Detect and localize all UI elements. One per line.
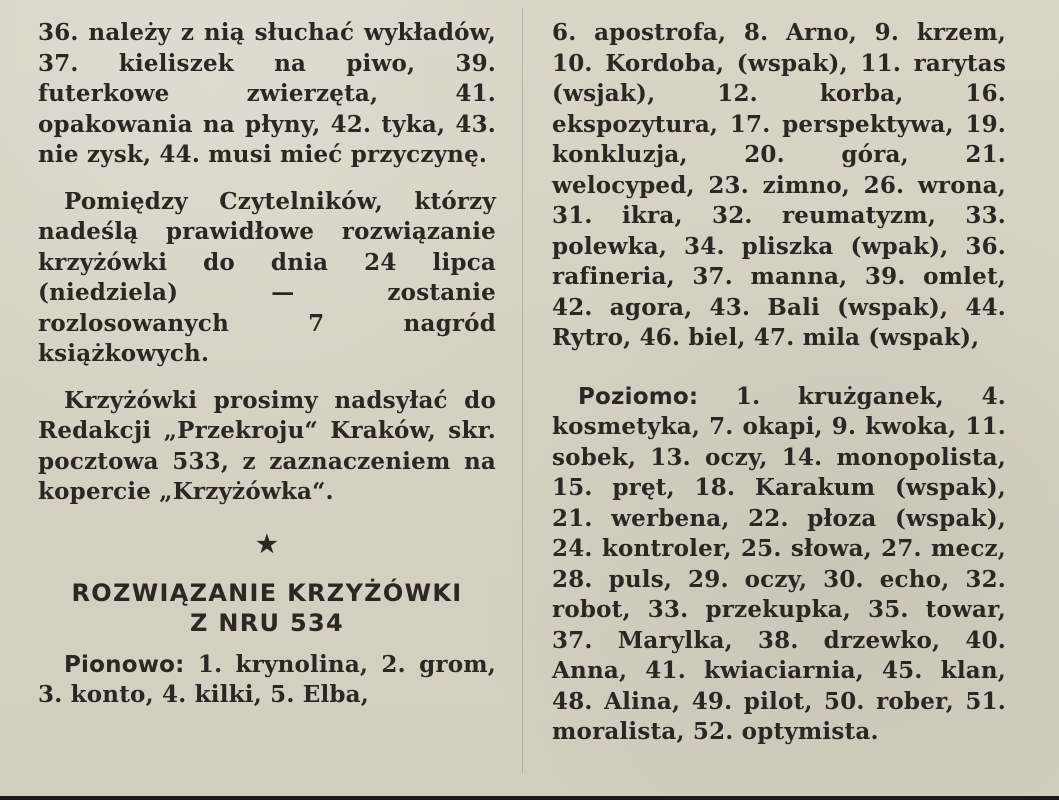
solution-heading-line-2: Z NRU 534: [190, 608, 344, 637]
solution-heading: [38, 578, 496, 638]
page-bottom-rule: [0, 796, 1059, 800]
star-separator: [38, 530, 496, 558]
clues-continuation: 36. należy z nią słuchać wykładów, 37. kieliszek na piwo, 39. futerkowe zwierzęta, 41. opakowania na płyny, 42. tyka, 43. nie zysk, 44. musi mieć przyczynę.: [38, 19, 496, 168]
prize-notice: Pomiędzy Czytelników, którzy nadeślą prawidłowe rozwiązanie krzyżówki do dnia 24 lipca (niedziela) — zostanie rozlosowanych 7 nagród książkowych.: [38, 187, 496, 367]
horizontal-solution: [552, 382, 1006, 748]
column-divider: [522, 8, 523, 773]
submission-notice: Krzyżówki prosimy nadsyłać do Redakcji „Przekroju“ Kraków, skr. pocztowa 533, z zaznaczeniem na kopercie „Krzyżówka“.: [38, 386, 496, 505]
horizontal-solution-text: 1. krużganek, 4. kosmetyka, 7. okapi, 9. kwoka, 11. sobek, 13. oczy, 14. monopolista, 15. pręt, 18. Karakum (wspak), 21. werbena, 22. płoza (wspak), 24. kontroler, 25. słowa, 27. mecz, 28. puls, 29. oczy, 30. echo, 32. robot, 33. przekupka, 35. towar, 37. Marylka, 38. drzewko, 40. Anna, 41. kwiaciarnia, 45. klan, 48. Alina, 49. pilot, 50. rober, 51. moralista, 52. optymista.: [552, 382, 1006, 745]
horizontal-label: Poziomo:: [578, 383, 699, 410]
vertical-solution-text: 1. krynolina, 2. grom, 3. konto, 4. kilki, 5. Elba,: [38, 650, 496, 708]
right-column: [552, 18, 1006, 748]
vertical-label: Pionowo:: [64, 651, 185, 678]
left-column: [38, 18, 496, 711]
star-icon: ★: [256, 528, 278, 558]
solution-heading-line-1: ROZWIĄZANIE KRZYŻÓWKI: [71, 578, 463, 607]
vertical-solution-start: [38, 650, 496, 711]
vertical-solution-continuation: 6. apostrofa, 8. Arno, 9. krzem, 10. Kordoba, (wspak), 11. rarytas (wsjak), 12. korba, 16. ekspozytura, 17. perspektywa, 19. konkluzja, 20. góra, 21. welocyped, 23. zimno, 26. wrona, 31. ikra, 32. reumatyzm, 33. polewka, 34. pliszka (wpak), 36. rafineria, 37. manna, 39. omlet, 42. agora, 43. Bali (wspak), 44. Rytro, 46. biel, 47. mila (wspak),: [552, 19, 1006, 351]
